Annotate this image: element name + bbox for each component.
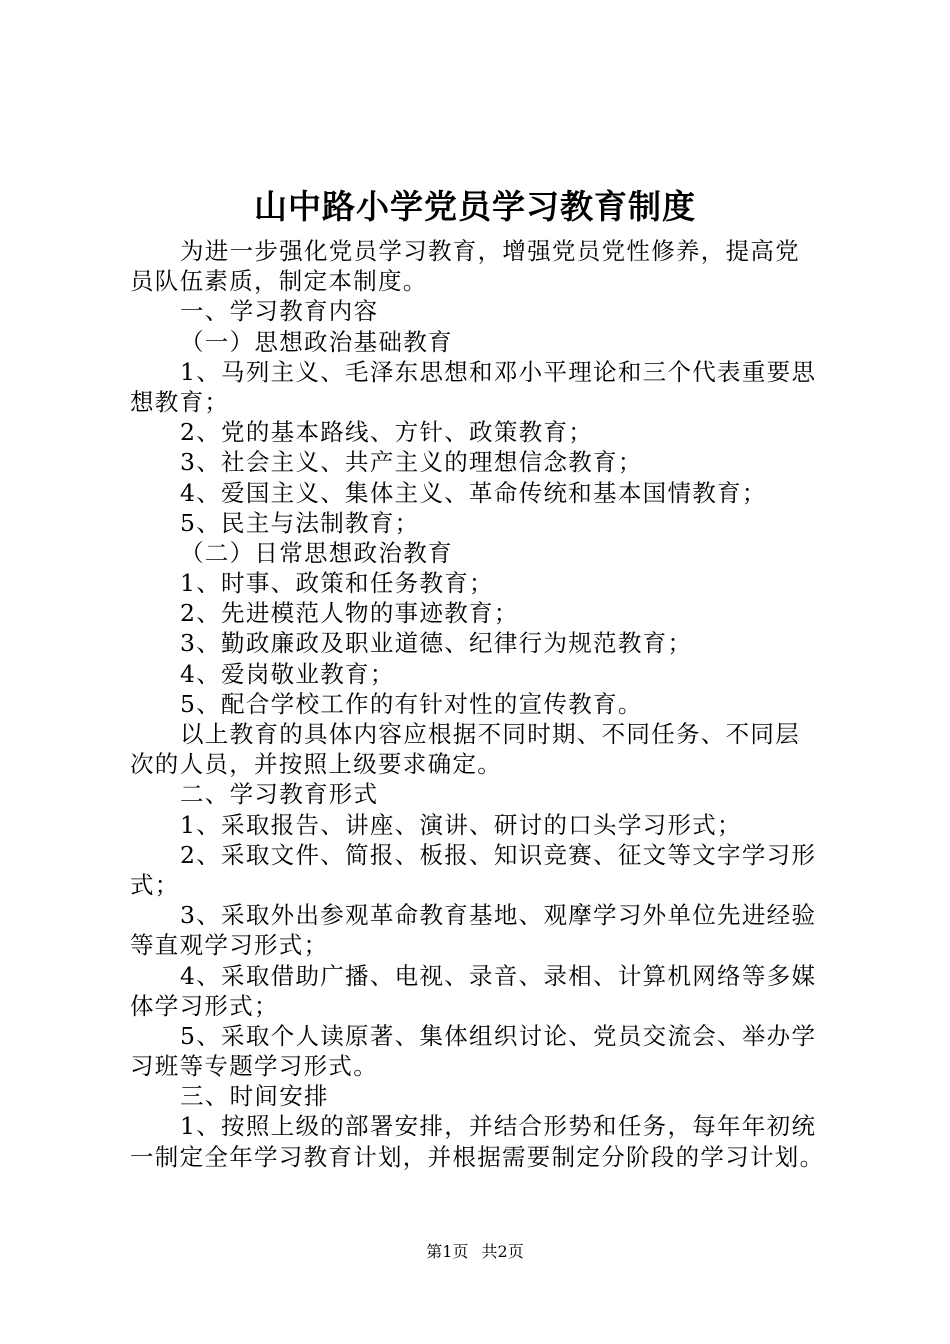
body-line: 3、采取外出参观革命教育基地、观摩学习外单位先进经验 xyxy=(180,901,817,930)
body-line: 员队伍素质，制定本制度。 xyxy=(130,267,428,296)
body-line: 5、民主与法制教育； xyxy=(180,508,420,537)
page-footer xyxy=(0,1240,950,1264)
body-line: 为进一步强化党员学习教育，增强党员党性修养，提高党 xyxy=(180,237,800,265)
page-number-current: 第1页 xyxy=(426,1242,469,1261)
body-line: 体学习形式； xyxy=(130,991,279,1020)
body-line: 5、采取个人读原著、集体组织讨论、党员交流会、举办学 xyxy=(180,1021,817,1050)
body-line: 2、先进模范人物的事迹教育； xyxy=(180,599,519,628)
body-line: 2、采取文件、简报、板报、知识竞赛、征文等文字学习形 xyxy=(180,840,817,869)
body-line: 5、配合学校工作的有针对性的宣传教育。 xyxy=(180,689,643,718)
body-line: 1、时事、政策和任务教育； xyxy=(180,569,494,598)
body-line: 想教育； xyxy=(130,387,230,416)
body-line: 等直观学习形式； xyxy=(130,931,329,960)
document-body xyxy=(130,236,830,1172)
body-line: 4、爱岗敬业教育； xyxy=(180,659,395,688)
body-line: 习班等专题学习形式。 xyxy=(130,1052,378,1081)
body-line: 一、学习教育内容 xyxy=(180,297,379,326)
document-title: 山中路小学党员学习教育制度 xyxy=(254,187,696,226)
body-line: 1、按照上级的部署安排，并结合形势和任务，每年年初统 xyxy=(180,1112,817,1141)
body-line: 4、采取借助广播、电视、录音、录相、计算机网络等多媒 xyxy=(180,961,817,990)
body-line: 4、爱国主义、集体主义、革命传统和基本国情教育； xyxy=(180,478,767,507)
body-line: 3、社会主义、共产主义的理想信念教育； xyxy=(180,448,643,477)
body-line: 1、采取报告、讲座、演讲、研讨的口头学习形式； xyxy=(180,810,742,839)
body-line: 三、时间安排 xyxy=(180,1082,329,1111)
body-line: （一）思想政治基础教育 xyxy=(180,327,453,356)
body-line: （二）日常思想政治教育 xyxy=(180,538,453,567)
page-number-total: 共2页 xyxy=(481,1242,524,1261)
body-line: 以上教育的具体内容应根据不同时期、不同任务、不同层 xyxy=(180,720,800,748)
body-line: 式； xyxy=(130,870,180,899)
body-line: 二、学习教育形式 xyxy=(180,780,379,809)
body-line: 2、党的基本路线、方针、政策教育； xyxy=(180,418,594,447)
body-line: 3、勤政廉政及职业道德、纪律行为规范教育； xyxy=(180,629,693,658)
body-line: 次的人员，并按照上级要求确定。 xyxy=(130,750,502,779)
body-line: 一制定全年学习教育计划，并根据需要制定分阶段的学习计划。 xyxy=(130,1142,825,1171)
body-line: 1、马列主义、毛泽东思想和邓小平理论和三个代表重要思 xyxy=(180,357,817,386)
